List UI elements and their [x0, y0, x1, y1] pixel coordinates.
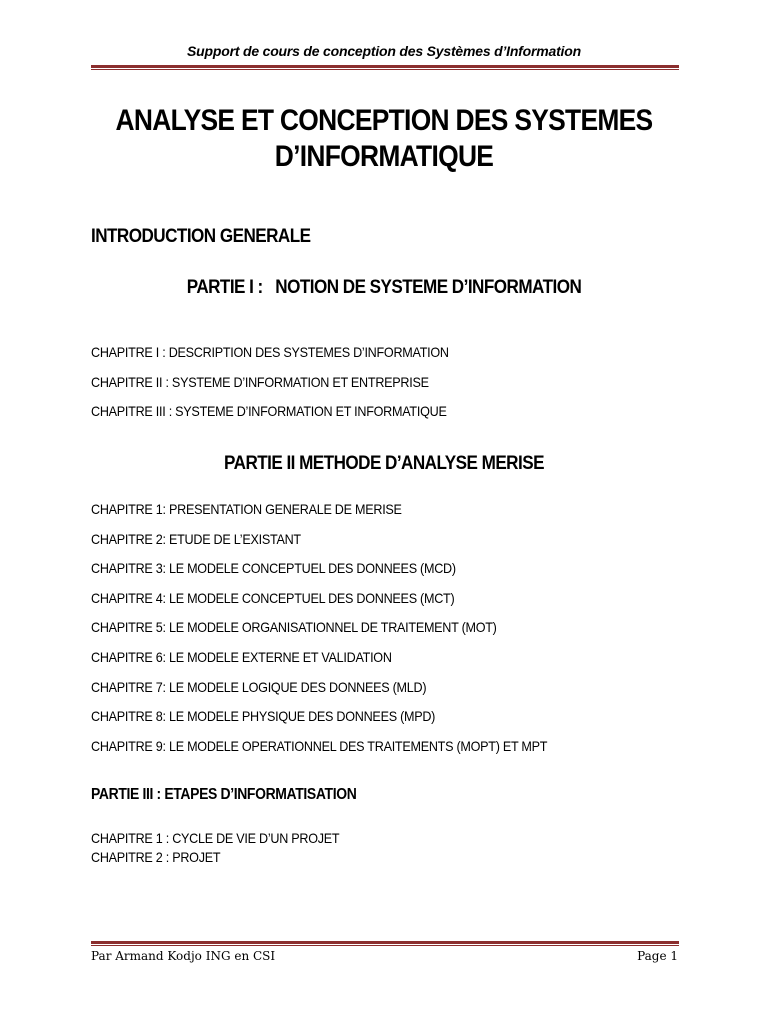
list-item: CHAPITRE 3: LE MODELE CONCEPTUEL DES DONNEES (MCD)	[91, 560, 456, 577]
part-3-chapter-list	[91, 829, 339, 867]
part-2-heading: PARTIE II METHODE D’ANALYSE MERISE	[224, 453, 544, 474]
list-item: CHAPITRE 2: ETUDE DE L’EXISTANT	[91, 530, 301, 547]
list-item: CHAPITRE 8: LE MODELE PHYSIQUE DES DONNEES (MPD)	[91, 708, 436, 725]
list-item: CHAPITRE 9: LE MODELE OPERATIONNEL DES TRAITEMENTS (MOPT) ET MPT	[91, 737, 548, 754]
title-line-1: ANALYSE ET CONCEPTION DES SYSTEMES	[115, 104, 653, 137]
list-item: CHAPITRE I : DESCRIPTION DES SYSTEMES D’INFORMATION	[91, 344, 449, 360]
document-title	[46, 103, 722, 175]
introduction-heading: INTRODUCTION GENERALE	[91, 226, 311, 247]
list-item: CHAPITRE 6: LE MODELE EXTERNE ET VALIDATION	[91, 648, 392, 665]
part-1-label: PARTIE I :	[186, 277, 263, 298]
running-header: Support de cours de conception des Systèmes d’Information	[187, 43, 581, 59]
footer-rule	[91, 941, 679, 946]
header-rule	[91, 65, 679, 70]
footer-author: Par Armand Kodjo ING en CSI	[91, 949, 276, 963]
part-2-chapter-list	[91, 500, 547, 766]
list-item: CHAPITRE 5: LE MODELE ORGANISATIONNEL DE TRAITEMENT (MOT)	[91, 619, 497, 636]
part-1-title: NOTION DE SYSTEME D’INFORMATION	[275, 277, 582, 298]
part-1-chapter-list	[91, 343, 449, 432]
list-item: CHAPITRE 1: PRESENTATION GENERALE DE MERISE	[91, 501, 402, 517]
part-1-heading	[38, 277, 729, 299]
title-line-2: D’INFORMATIQUE	[274, 140, 494, 173]
list-item: CHAPITRE 2 : PROJET	[91, 849, 221, 865]
page-number: Page 1	[637, 949, 678, 963]
part-3-heading: PARTIE III : ETAPES D’INFORMATISATION	[91, 786, 357, 803]
list-item: CHAPITRE 4: LE MODELE CONCEPTUEL DES DONNEES (MCT)	[91, 589, 455, 606]
list-item: CHAPITRE II : SYSTEME D’INFORMATION ET ENTREPRISE	[91, 373, 429, 390]
list-item: CHAPITRE 1 : CYCLE DE VIE D’UN PROJET	[91, 830, 340, 846]
list-item: CHAPITRE III : SYSTEME D’INFORMATION ET INFORMATIQUE	[91, 403, 447, 420]
list-item: CHAPITRE 7: LE MODELE LOGIQUE DES DONNEES (MLD)	[91, 678, 427, 695]
